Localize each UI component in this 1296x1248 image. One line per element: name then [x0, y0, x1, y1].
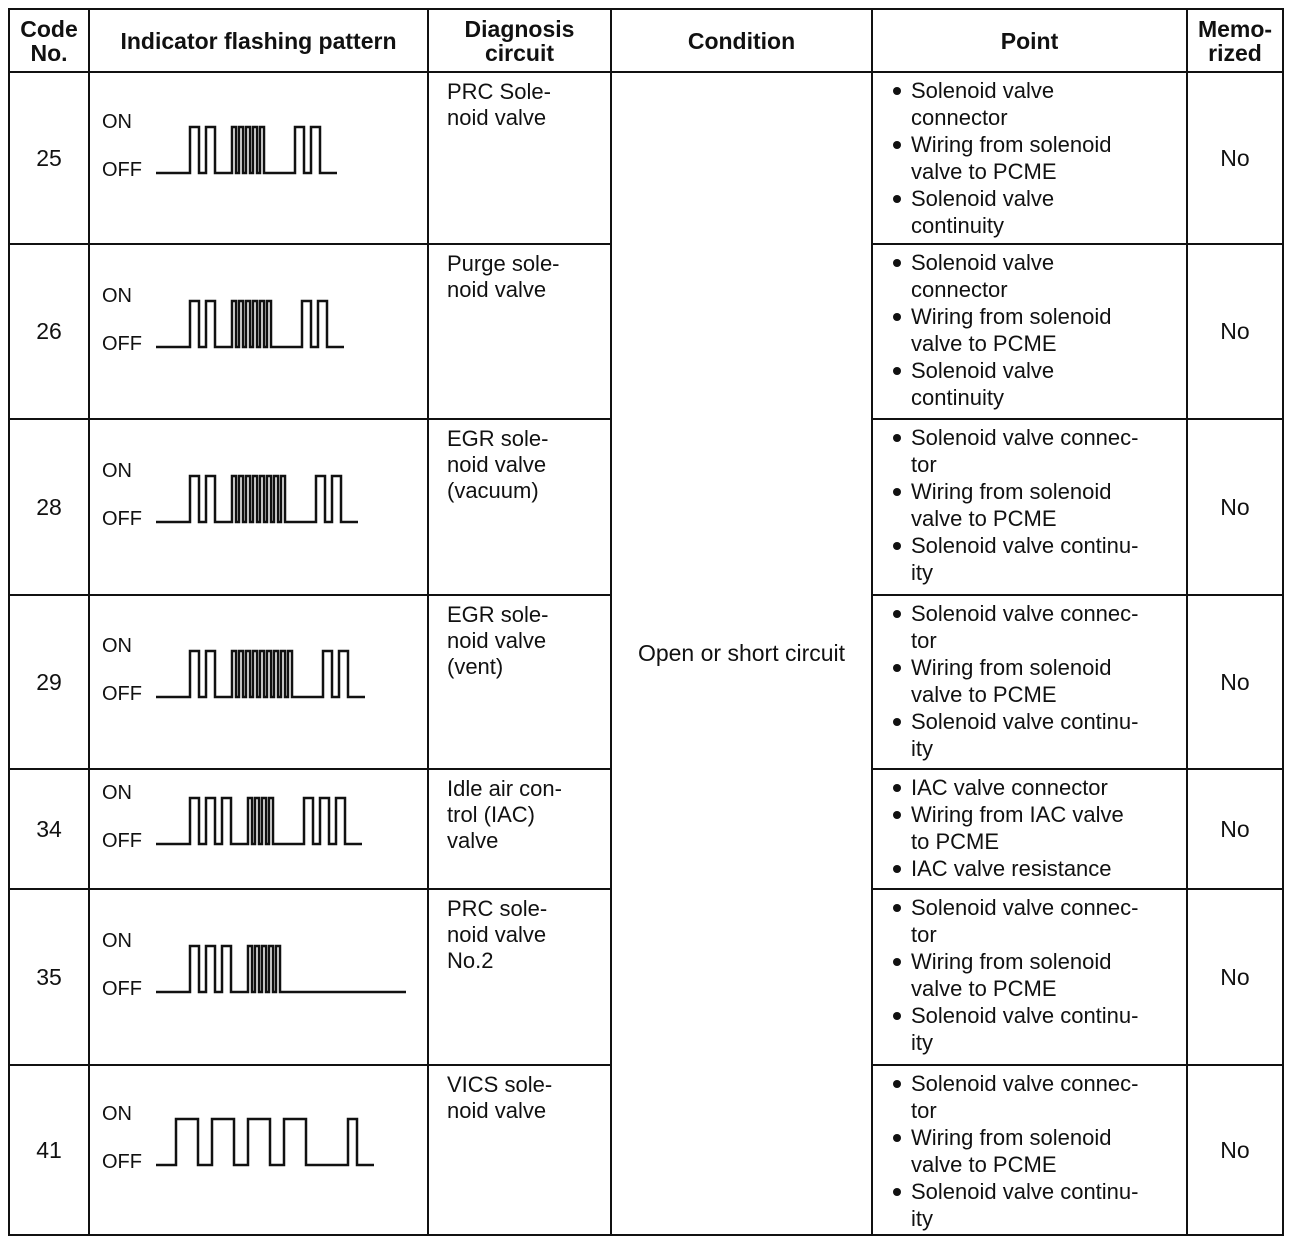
flashing-pattern-waveform — [156, 938, 416, 1008]
check-point-item: Solenoid valve continu- ity — [889, 1002, 1180, 1056]
off-label: OFF — [102, 159, 142, 181]
header-memorized: Memo- rized — [1187, 9, 1283, 72]
flashing-pattern-waveform — [156, 119, 416, 189]
flashing-pattern-cell — [89, 244, 428, 419]
check-point-item: Wiring from IAC valve to PCME — [889, 801, 1180, 855]
memorized-value: No — [1187, 1065, 1283, 1235]
flashing-pattern-waveform — [156, 1111, 416, 1181]
memorized-value: No — [1187, 72, 1283, 244]
on-label: ON — [102, 284, 132, 307]
code-number: 25 — [9, 72, 89, 244]
check-point-item: Solenoid valve connec- tor — [889, 424, 1180, 478]
off-label: OFF — [102, 830, 142, 852]
waveform-line — [156, 946, 406, 992]
check-point-item: Solenoid valve connector — [889, 77, 1180, 131]
check-point-list — [889, 774, 1180, 882]
check-point-item: Solenoid valve connec- tor — [889, 1070, 1180, 1124]
diagnosis-circuit: Idle air con- trol (IAC) valve — [428, 769, 611, 889]
flashing-pattern-cell — [89, 419, 428, 595]
waveform-line — [156, 798, 362, 844]
check-points — [872, 72, 1187, 244]
code-number: 28 — [9, 419, 89, 595]
memorized-value: No — [1187, 769, 1283, 889]
off-label: OFF — [102, 978, 142, 1000]
condition-cell: Open or short circuit — [611, 72, 872, 1235]
waveform-line — [156, 651, 365, 697]
check-points — [872, 769, 1187, 889]
flashing-pattern-waveform — [156, 293, 416, 363]
check-points — [872, 595, 1187, 769]
header-row — [9, 9, 1283, 72]
check-points — [872, 244, 1187, 419]
off-label: OFF — [102, 332, 142, 355]
check-point-item: IAC valve resistance — [889, 855, 1180, 882]
diagnostic-code-table — [8, 8, 1284, 1236]
check-point-list — [889, 424, 1180, 586]
flashing-pattern-cell — [89, 889, 428, 1065]
header-indicator-pattern: Indicator flashing pattern — [89, 9, 428, 72]
on-label: ON — [102, 1103, 132, 1125]
header-condition: Condition — [611, 9, 872, 72]
code-number: 34 — [9, 769, 89, 889]
check-points — [872, 419, 1187, 595]
check-point-item: Solenoid valve continu- ity — [889, 532, 1180, 586]
diagnosis-circuit: EGR sole- noid valve (vacuum) — [428, 419, 611, 595]
check-point-item: IAC valve connector — [889, 774, 1180, 801]
check-point-item: Solenoid valve continuity — [889, 185, 1180, 239]
check-point-list — [889, 600, 1180, 762]
code-number: 35 — [9, 889, 89, 1065]
diagnosis-circuit: PRC sole- noid valve No.2 — [428, 889, 611, 1065]
memorized-value: No — [1187, 889, 1283, 1065]
off-label: OFF — [102, 508, 142, 530]
on-label: ON — [102, 460, 132, 482]
memorized-value: No — [1187, 244, 1283, 419]
check-point-item: Wiring from solenoid valve to PCME — [889, 948, 1180, 1002]
check-points — [872, 889, 1187, 1065]
waveform-line — [156, 127, 337, 173]
flashing-pattern-cell — [89, 72, 428, 244]
memorized-value: No — [1187, 595, 1283, 769]
diagnosis-circuit: PRC Sole- noid valve — [428, 72, 611, 244]
check-point-item: Wiring from solenoid valve to PCME — [889, 654, 1180, 708]
flashing-pattern-waveform — [156, 468, 416, 538]
memorized-value: No — [1187, 419, 1283, 595]
off-label: OFF — [102, 683, 142, 705]
check-point-item: Solenoid valve connec- tor — [889, 894, 1180, 948]
code-number: 41 — [9, 1065, 89, 1235]
check-point-item: Wiring from solenoid valve to PCME — [889, 131, 1180, 185]
code-number: 26 — [9, 244, 89, 419]
check-point-list — [889, 1070, 1180, 1232]
flashing-pattern-cell — [89, 595, 428, 769]
header-code-no: Code No. — [9, 9, 89, 72]
check-point-item: Solenoid valve continuity — [889, 357, 1180, 411]
check-points — [872, 1065, 1187, 1235]
check-point-list — [889, 894, 1180, 1056]
check-point-item: Solenoid valve connector — [889, 249, 1180, 303]
code-number: 29 — [9, 595, 89, 769]
waveform-line — [156, 476, 358, 522]
check-point-item: Solenoid valve connec- tor — [889, 600, 1180, 654]
check-point-list — [889, 77, 1180, 239]
flashing-pattern-cell — [89, 769, 428, 889]
on-label: ON — [102, 111, 132, 133]
off-label: OFF — [102, 1151, 142, 1173]
header-point: Point — [872, 9, 1187, 72]
flashing-pattern-waveform — [156, 790, 416, 860]
check-point-item: Solenoid valve continu- ity — [889, 1178, 1180, 1232]
on-label: ON — [102, 782, 132, 804]
table-row — [9, 72, 1283, 244]
flashing-pattern-waveform — [156, 643, 416, 713]
waveform-line — [156, 301, 344, 347]
header-diagnosis-circuit: Diagnosis circuit — [428, 9, 611, 72]
check-point-item: Solenoid valve continu- ity — [889, 708, 1180, 762]
diagnosis-circuit: VICS sole- noid valve — [428, 1065, 611, 1235]
flashing-pattern-cell — [89, 1065, 428, 1235]
diagnosis-circuit: Purge sole- noid valve — [428, 244, 611, 419]
check-point-item: Wiring from solenoid valve to PCME — [889, 1124, 1180, 1178]
on-label: ON — [102, 635, 132, 657]
waveform-line — [156, 1119, 374, 1165]
on-label: ON — [102, 930, 132, 952]
diagnosis-circuit: EGR sole- noid valve (vent) — [428, 595, 611, 769]
check-point-list — [889, 249, 1180, 411]
check-point-item: Wiring from solenoid valve to PCME — [889, 478, 1180, 532]
check-point-item: Wiring from solenoid valve to PCME — [889, 303, 1180, 357]
